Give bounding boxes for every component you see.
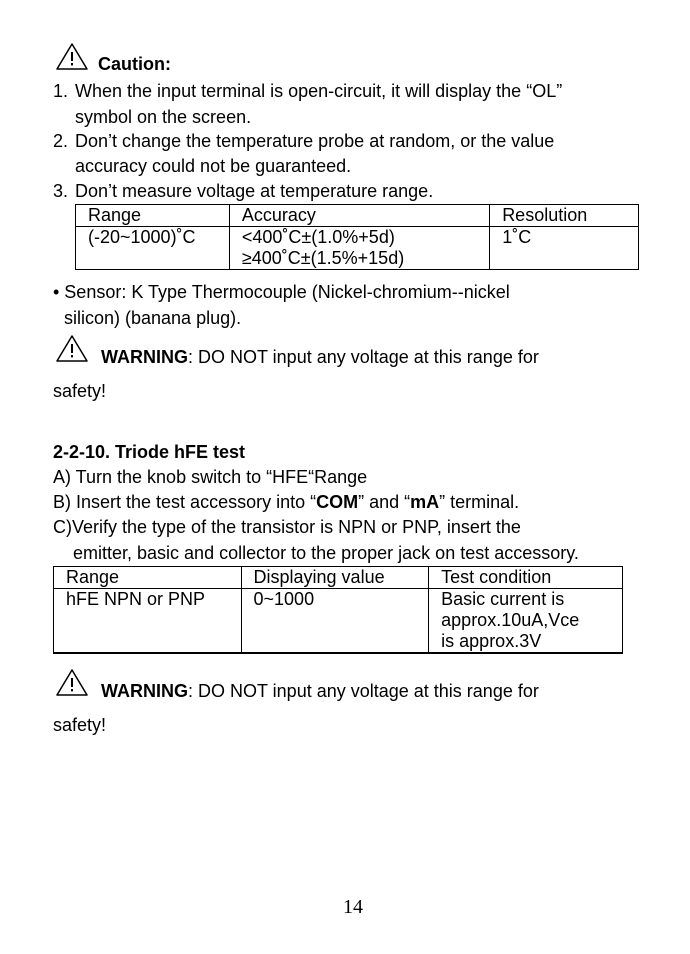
table-header-cell: Range: [54, 567, 242, 589]
caution-item-1-line1: When the input terminal is open-circuit, it will display the “OL”: [75, 81, 563, 101]
warning-triangle-icon: [55, 334, 89, 363]
caution-item-1-num: 1.: [53, 81, 69, 101]
table-header-row: [54, 567, 623, 589]
caution-item-2-num: 2.: [53, 131, 69, 151]
com-terminal-label: COM: [316, 492, 359, 512]
sensor-line-2: silicon) (banana plug).: [64, 308, 242, 328]
condition-cell: [429, 589, 623, 654]
accuracy-line-1: <400˚C±(1.0%+5d): [241, 227, 395, 247]
caution-item-3-line1: Don’t measure voltage at temperature range.: [75, 181, 434, 201]
value-cell: 0~1000: [241, 589, 429, 654]
warning-triangle-icon: [55, 42, 89, 71]
table-header-cell: Displaying value: [241, 567, 429, 589]
table-header-cell: Resolution: [490, 205, 639, 227]
table-header-cell: Test condition: [429, 567, 623, 589]
step-b: [53, 493, 519, 511]
accuracy-line-2: ≥400˚C±(1.5%+15d): [241, 248, 405, 268]
range-cell: hFE NPN or PNP: [54, 589, 242, 654]
step-b-post: ” terminal.: [439, 492, 520, 512]
warning-1-text: [101, 348, 539, 366]
resolution-cell: 1˚C: [490, 227, 639, 270]
caution-item-3-num: 3.: [53, 181, 69, 201]
warning-message: : DO NOT input any voltage at this range for: [188, 681, 539, 701]
condition-line-1: Basic current is: [441, 589, 565, 609]
step-a: A) Turn the knob switch to “HFE“Range: [53, 467, 368, 487]
accuracy-cell: [229, 227, 489, 270]
caution-item-2-line1: Don’t change the temperature probe at random, or the value: [75, 131, 555, 151]
ma-terminal-label: mA: [410, 492, 440, 512]
table-header-cell: Range: [76, 205, 230, 227]
table-row: [76, 227, 639, 270]
warning-label: WARNING: [101, 681, 188, 701]
sensor-line-1: • Sensor: K Type Thermocouple (Nickel-chromium--nickel: [53, 282, 510, 302]
caution-title: Caution:: [98, 54, 171, 74]
hfe-spec-table: [53, 566, 623, 654]
step-c-line1: C)Verify the type of the transistor is NPN or PNP, insert the: [53, 517, 521, 537]
temperature-spec-table: [75, 204, 639, 270]
step-c-line2: emitter, basic and collector to the proper jack on test accessory.: [73, 543, 579, 563]
condition-line-2: approx.10uA,Vce: [441, 610, 580, 630]
warning-2-line2: safety!: [53, 715, 107, 735]
step-b-mid: ” and “: [358, 492, 411, 512]
warning-message: : DO NOT input any voltage at this range for: [188, 347, 539, 367]
caution-item-2-line2: accuracy could not be guaranteed.: [75, 156, 352, 176]
warning-label: WARNING: [101, 347, 188, 367]
table-row: [54, 589, 623, 654]
condition-line-3: is approx.3V: [441, 631, 542, 651]
step-b-pre: B) Insert the test accessory into “: [53, 492, 317, 512]
warning-1-line2: safety!: [53, 381, 107, 401]
page-number: 14: [343, 896, 363, 918]
caution-item-1-line2: symbol on the screen.: [75, 107, 252, 127]
range-cell: (-20~1000)˚C: [76, 227, 230, 270]
warning-2-text: [101, 682, 539, 700]
warning-triangle-icon: [55, 668, 89, 697]
table-header-row: [76, 205, 639, 227]
table-header-cell: Accuracy: [229, 205, 489, 227]
section-heading: 2-2-10. Triode hFE test: [53, 442, 246, 462]
